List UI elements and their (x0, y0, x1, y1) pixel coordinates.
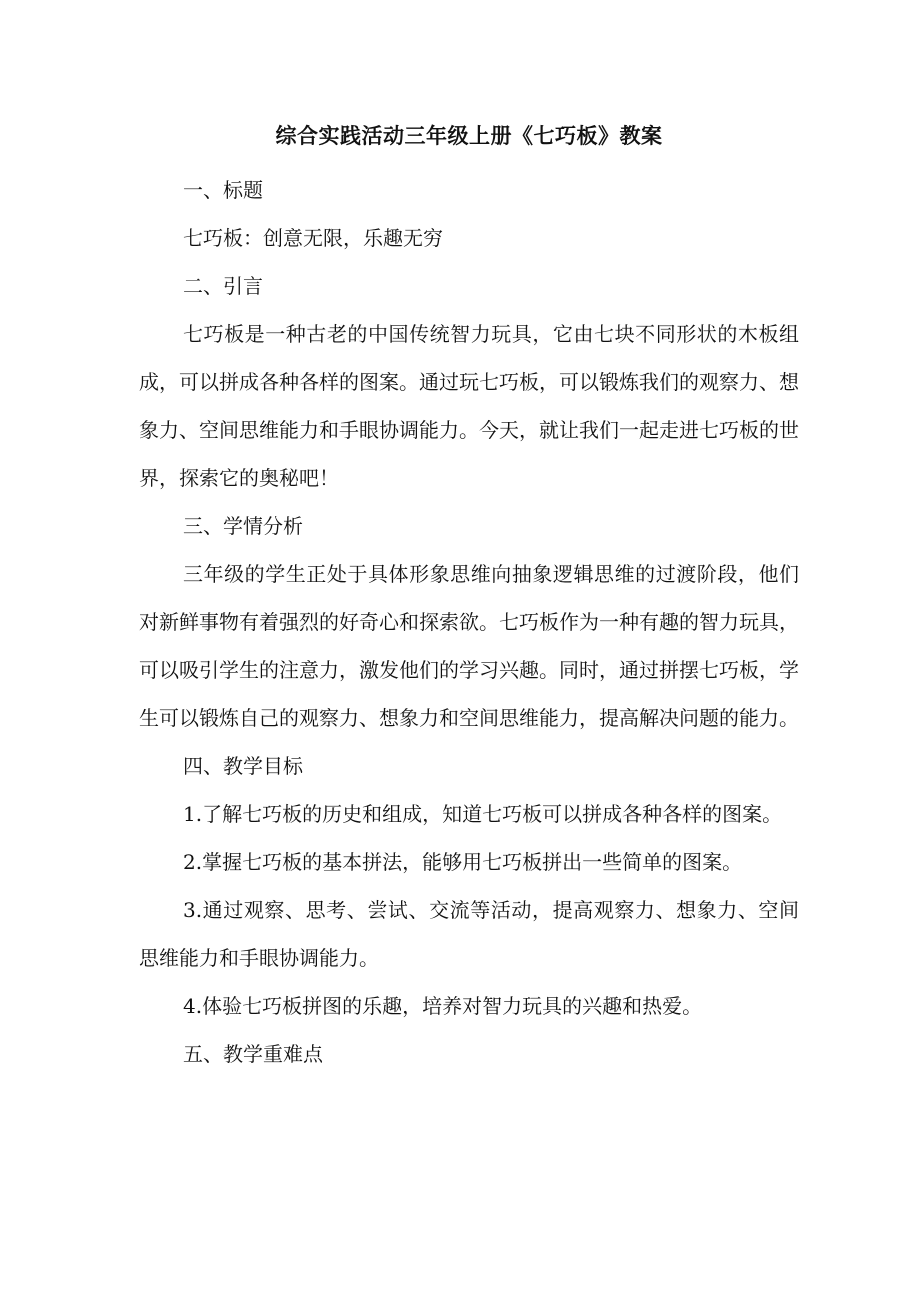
section-heading: 一、标题 (183, 178, 263, 202)
section-heading: 二、引言 (183, 274, 263, 298)
section-heading: 五、教学重难点 (183, 1042, 323, 1066)
section-heading: 四、教学目标 (183, 754, 303, 778)
objective-item: 3.通过观察、思考、尝试、交流等活动，提高观察力、想象力、空间思维能力和手眼协调能力。 (139, 898, 799, 970)
objective-item: 4.体验七巧板拼图的乐趣，培养对智力玩具的兴趣和热爱。 (183, 994, 703, 1018)
section-paragraph: 三年级的学生正处于具体形象思维向抽象逻辑思维的过渡阶段，他们对新鲜事物有着强烈的好奇心和探索欲。七巧板作为一种有趣的智力玩具，可以吸引学生的注意力，激发他们的学习兴趣。同时，通过拼摆七巧板，学生可以锻炼自己的观察力、想象力和空间思维能力，提高解决问题的能力。 (139, 562, 799, 730)
document-title: 综合实践活动三年级上册《七巧板》教案 (275, 123, 663, 148)
objective-item: 1.了解七巧板的历史和组成，知道七巧板可以拼成各种各样的图案。 (183, 802, 783, 826)
section-paragraph: 七巧板是一种古老的中国传统智力玩具，它由七块不同形状的木板组成，可以拼成各种各样的图案。通过玩七巧板，可以锻炼我们的观察力、想象力、空间思维能力和手眼协调能力。今天，就让我们一起走进七巧板的世界，探索它的奥秘吧！ (139, 322, 799, 490)
document-body (139, 118, 799, 1078)
objective-item: 2.掌握七巧板的基本拼法，能够用七巧板拼出一些简单的图案。 (183, 850, 743, 874)
section-paragraph: 七巧板：创意无限，乐趣无穷 (183, 226, 443, 250)
section-heading: 三、学情分析 (183, 514, 303, 538)
